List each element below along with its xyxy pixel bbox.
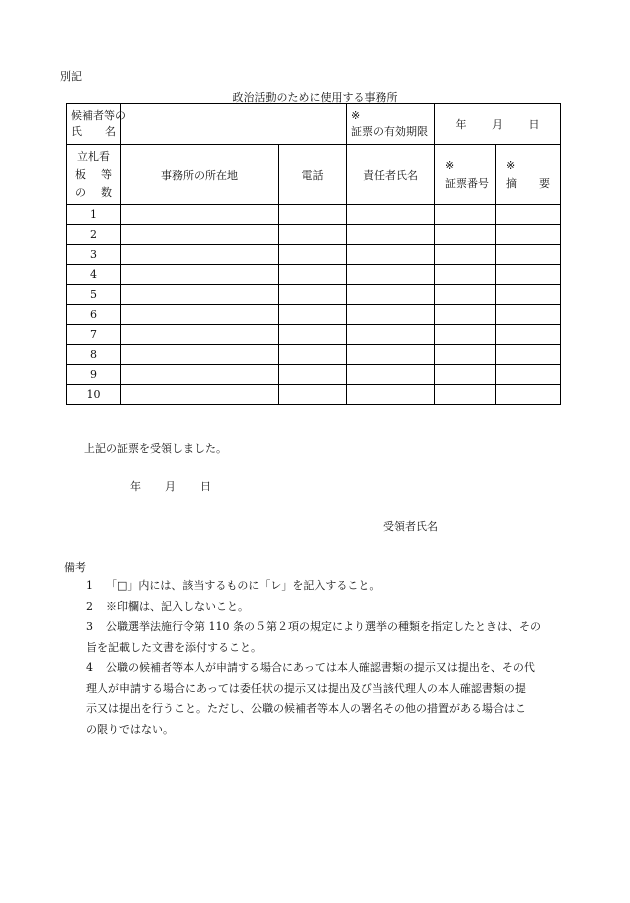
table-row bbox=[67, 365, 561, 385]
remark-note: 2 ※印欄は、記入しないこと。 bbox=[86, 600, 249, 613]
cert-number-cell[interactable] bbox=[435, 365, 496, 385]
manager-cell[interactable] bbox=[347, 225, 435, 245]
phone-cell[interactable] bbox=[279, 225, 347, 245]
row-number: 6 bbox=[67, 305, 121, 325]
cert-number-cell[interactable] bbox=[435, 345, 496, 365]
phone-cell[interactable] bbox=[279, 285, 347, 305]
row-number: 5 bbox=[67, 285, 121, 305]
manager-cell[interactable] bbox=[347, 345, 435, 365]
remark-note: 1 「□」内には、該当するものに「レ」を記入すること。 bbox=[86, 579, 381, 592]
office-registry-table bbox=[66, 103, 561, 405]
row-number: 3 bbox=[67, 245, 121, 265]
address-cell[interactable] bbox=[121, 365, 279, 385]
table-row bbox=[67, 325, 561, 345]
summary-cell[interactable] bbox=[496, 385, 561, 405]
manager-cell[interactable] bbox=[347, 365, 435, 385]
cert-number-cell[interactable] bbox=[435, 225, 496, 245]
candidate-name-field[interactable] bbox=[121, 104, 347, 145]
phone-cell[interactable] bbox=[279, 265, 347, 285]
manager-cell[interactable] bbox=[347, 245, 435, 265]
manager-cell[interactable] bbox=[347, 385, 435, 405]
phone-cell[interactable] bbox=[279, 245, 347, 265]
address-cell[interactable] bbox=[121, 325, 279, 345]
row-number: 9 bbox=[67, 365, 121, 385]
summary-cell[interactable] bbox=[496, 225, 561, 245]
manager-cell[interactable] bbox=[347, 305, 435, 325]
table-row bbox=[67, 285, 561, 305]
phone-cell[interactable] bbox=[279, 345, 347, 365]
cert-number-cell[interactable] bbox=[435, 285, 496, 305]
phone-cell[interactable] bbox=[279, 385, 347, 405]
header-manager-name: 責任者氏名 bbox=[347, 145, 435, 205]
remark-note: 4 公職の候補者等本人が申請する場合にあっては本人確認書類の提示又は提出を、その代 理人が申請する場合にあっては委任状の提示又は提出及び当該代理人の本人確認書類の提 示又は提出を行うこと。ただし、公職の候補者等本人の署名その他の措置がある場合はこ の限りではない。 bbox=[86, 661, 535, 736]
table-row bbox=[67, 225, 561, 245]
cert-validity-date[interactable]: 年 月 日 bbox=[435, 104, 561, 145]
manager-cell[interactable] bbox=[347, 325, 435, 345]
cert-number-cell[interactable] bbox=[435, 205, 496, 225]
cert-number-cell[interactable] bbox=[435, 245, 496, 265]
receiver-name-label: 受領者氏名 bbox=[383, 520, 438, 533]
table-row bbox=[67, 265, 561, 285]
summary-cell[interactable] bbox=[496, 265, 561, 285]
table-row bbox=[67, 245, 561, 265]
header-cert-number: ※ 証票番号 bbox=[435, 145, 496, 205]
manager-cell[interactable] bbox=[347, 285, 435, 305]
document-title: 政治活動のために使用する事務所 bbox=[232, 91, 398, 104]
summary-cell[interactable] bbox=[496, 245, 561, 265]
address-cell[interactable] bbox=[121, 205, 279, 225]
address-cell[interactable] bbox=[121, 225, 279, 245]
summary-cell[interactable] bbox=[496, 205, 561, 225]
phone-cell[interactable] bbox=[279, 305, 347, 325]
table-row bbox=[67, 305, 561, 325]
address-cell[interactable] bbox=[121, 385, 279, 405]
receipt-date[interactable]: 年 月 日 bbox=[130, 480, 211, 493]
header-phone: 電話 bbox=[279, 145, 347, 205]
candidate-name-label: 候 補 者 等 の 氏 名 bbox=[67, 104, 121, 145]
summary-cell[interactable] bbox=[496, 345, 561, 365]
phone-cell[interactable] bbox=[279, 325, 347, 345]
manager-cell[interactable] bbox=[347, 265, 435, 285]
address-cell[interactable] bbox=[121, 245, 279, 265]
row-number: 7 bbox=[67, 325, 121, 345]
header-board-count: 立札看 板 等 の 数 bbox=[67, 145, 121, 205]
received-statement: 上記の証票を受領しました。 bbox=[84, 442, 227, 455]
annex-label: 別記 bbox=[60, 70, 82, 83]
cert-number-cell[interactable] bbox=[435, 305, 496, 325]
cert-number-cell[interactable] bbox=[435, 325, 496, 345]
header-office-address: 事務所の所在地 bbox=[121, 145, 279, 205]
address-cell[interactable] bbox=[121, 305, 279, 325]
remark-note: 3 公職選挙法施行令第 110 条の５第２項の規定により選挙の種類を指定したときは、その 旨を記載した文書を添付すること。 bbox=[86, 620, 541, 654]
cert-validity-label: ※ 証票の有効期限 bbox=[347, 104, 435, 145]
row-number: 8 bbox=[67, 345, 121, 365]
manager-cell[interactable] bbox=[347, 205, 435, 225]
address-cell[interactable] bbox=[121, 265, 279, 285]
table-row bbox=[67, 205, 561, 225]
table-row bbox=[67, 345, 561, 365]
address-cell[interactable] bbox=[121, 345, 279, 365]
phone-cell[interactable] bbox=[279, 365, 347, 385]
remarks-title: 備考 bbox=[64, 561, 86, 574]
cert-number-cell[interactable] bbox=[435, 265, 496, 285]
address-cell[interactable] bbox=[121, 285, 279, 305]
summary-cell[interactable] bbox=[496, 365, 561, 385]
summary-cell[interactable] bbox=[496, 285, 561, 305]
header-summary: ※ 摘 要 bbox=[496, 145, 561, 205]
row-number: 10 bbox=[67, 385, 121, 405]
cert-number-cell[interactable] bbox=[435, 385, 496, 405]
summary-cell[interactable] bbox=[496, 325, 561, 345]
row-number: 4 bbox=[67, 265, 121, 285]
table-row bbox=[67, 385, 561, 405]
row-number: 1 bbox=[67, 205, 121, 225]
phone-cell[interactable] bbox=[279, 205, 347, 225]
row-number: 2 bbox=[67, 225, 121, 245]
summary-cell[interactable] bbox=[496, 305, 561, 325]
